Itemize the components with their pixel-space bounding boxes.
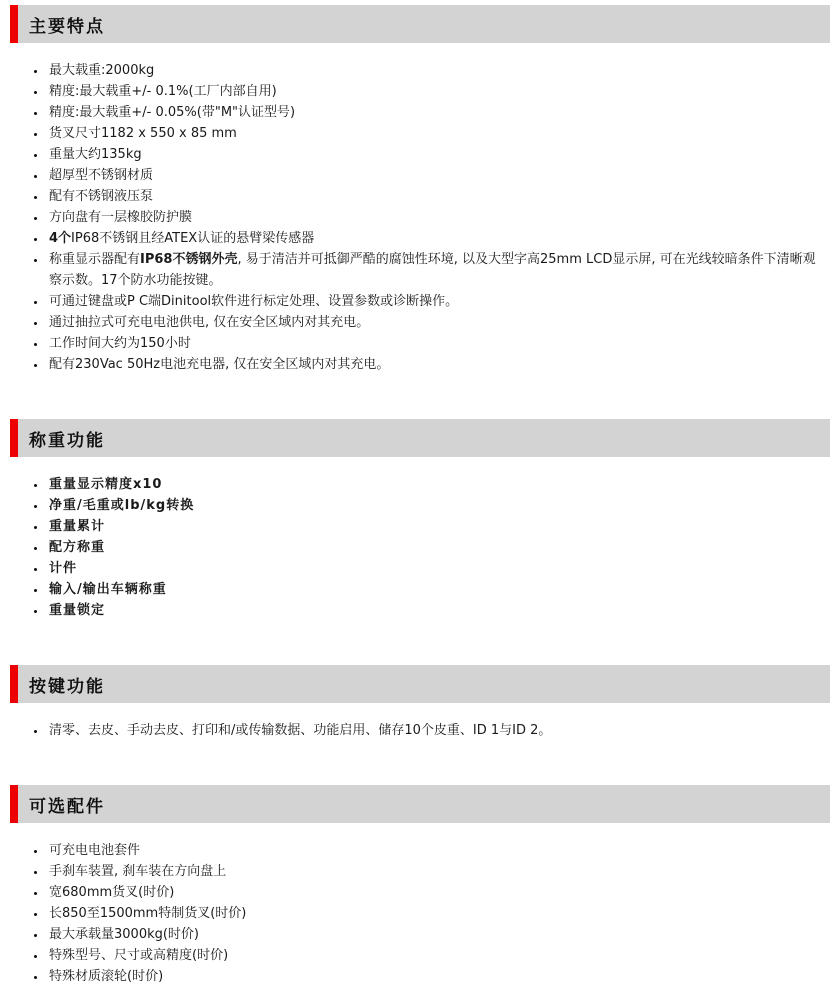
list-item: • 可通过键盘或P C端Dinitool软件进行标定处理、设置参数或诊断操作。 <box>47 291 824 312</box>
red-accent-bar <box>10 785 18 823</box>
list-item: • 方向盘有一层橡胶防护膜 <box>47 207 824 228</box>
list-item: • 输入/输出车辆称重 <box>47 579 824 600</box>
section-key-functions <box>10 665 830 741</box>
section-title-key-functions: 按键功能 <box>29 676 105 697</box>
text-segment: 4个 <box>49 231 72 246</box>
red-accent-bar <box>10 5 18 43</box>
list-item: • 可充电电池套件 <box>47 840 824 861</box>
red-accent-bar <box>10 665 18 703</box>
list-item: • 精度:最大载重+/- 0.1%(工厂内部自用) <box>47 81 824 102</box>
list-item: • 重量累计 <box>47 516 824 537</box>
section-title-optional-accessories: 可选配件 <box>29 796 105 817</box>
list-item: • 重量显示精度x10 <box>47 474 824 495</box>
list-item: • 超厚型不锈钢材质 <box>47 165 824 186</box>
list-item: • 通过抽拉式可充电电池供电, 仅在安全区域内对其充电。 <box>47 312 824 333</box>
list-item: • 计件 <box>47 558 824 579</box>
list-item: • 清零、去皮、手动去皮、打印和/或传输数据、功能启用、储存10个皮重、ID 1与ID 2。 <box>47 720 824 741</box>
text-segment: IP68不锈钢且经ATEX认证的悬臂梁传感器 <box>71 231 315 246</box>
optional-accessories-list <box>10 840 830 987</box>
main-features-list <box>10 60 830 375</box>
section-title-weighing-functions: 称重功能 <box>29 430 105 451</box>
list-item: • 配有230Vac 50Hz电池充电器, 仅在安全区域内对其充电。 <box>47 354 824 375</box>
list-item: • 配方称重 <box>47 537 824 558</box>
list-item: • 特殊型号、尺寸或高精度(时价) <box>47 945 824 966</box>
section-optional-accessories <box>10 785 830 987</box>
section-main-features <box>10 5 830 375</box>
section-weighing-functions <box>10 419 830 621</box>
list-item: • 货叉尺寸1182 x 550 x 85 mm <box>47 123 824 144</box>
list-item: • 工作时间大约为150小时 <box>47 333 824 354</box>
section-title-main-features: 主要特点 <box>29 16 105 37</box>
text-segment: 称重显示器配有 <box>49 252 141 267</box>
section-header-weighing-functions <box>10 419 830 457</box>
list-item: • 宽680mm货叉(时价) <box>47 882 824 903</box>
section-header-optional-accessories <box>10 785 830 823</box>
list-item: • 重量锁定 <box>47 600 824 621</box>
list-item: • 配有不锈钢液压泵 <box>47 186 824 207</box>
list-item <box>47 228 824 249</box>
text-segment: IP68不锈钢外壳 <box>140 252 238 267</box>
list-item: • 长850至1500mm特制货叉(时价) <box>47 903 824 924</box>
list-item: • 手刹车装置, 刹车装在方向盘上 <box>47 861 824 882</box>
section-header-main-features <box>10 5 830 43</box>
list-item: • 最大承载量3000kg(时价) <box>47 924 824 945</box>
list-item: • 净重/毛重或lb/kg转换 <box>47 495 824 516</box>
section-header-key-functions <box>10 665 830 703</box>
list-item: • 最大载重:2000kg <box>47 60 824 81</box>
red-accent-bar <box>10 419 18 457</box>
list-item: • 精度:最大载重+/- 0.05%(带"M"认证型号) <box>47 102 824 123</box>
text-segment: , 易于清洁并可抵御严酷的腐蚀性环境, 以及大型字高25mm LCD显示屏, 可在光线较暗条件下清晰观察示数。17个防水功能按键。 <box>49 252 816 288</box>
list-item: • 重量大约135kg <box>47 144 824 165</box>
key-functions-list <box>10 720 830 741</box>
list-item <box>47 249 824 291</box>
list-item: • 特殊材质滚轮(时价) <box>47 966 824 987</box>
weighing-functions-list <box>10 474 830 621</box>
